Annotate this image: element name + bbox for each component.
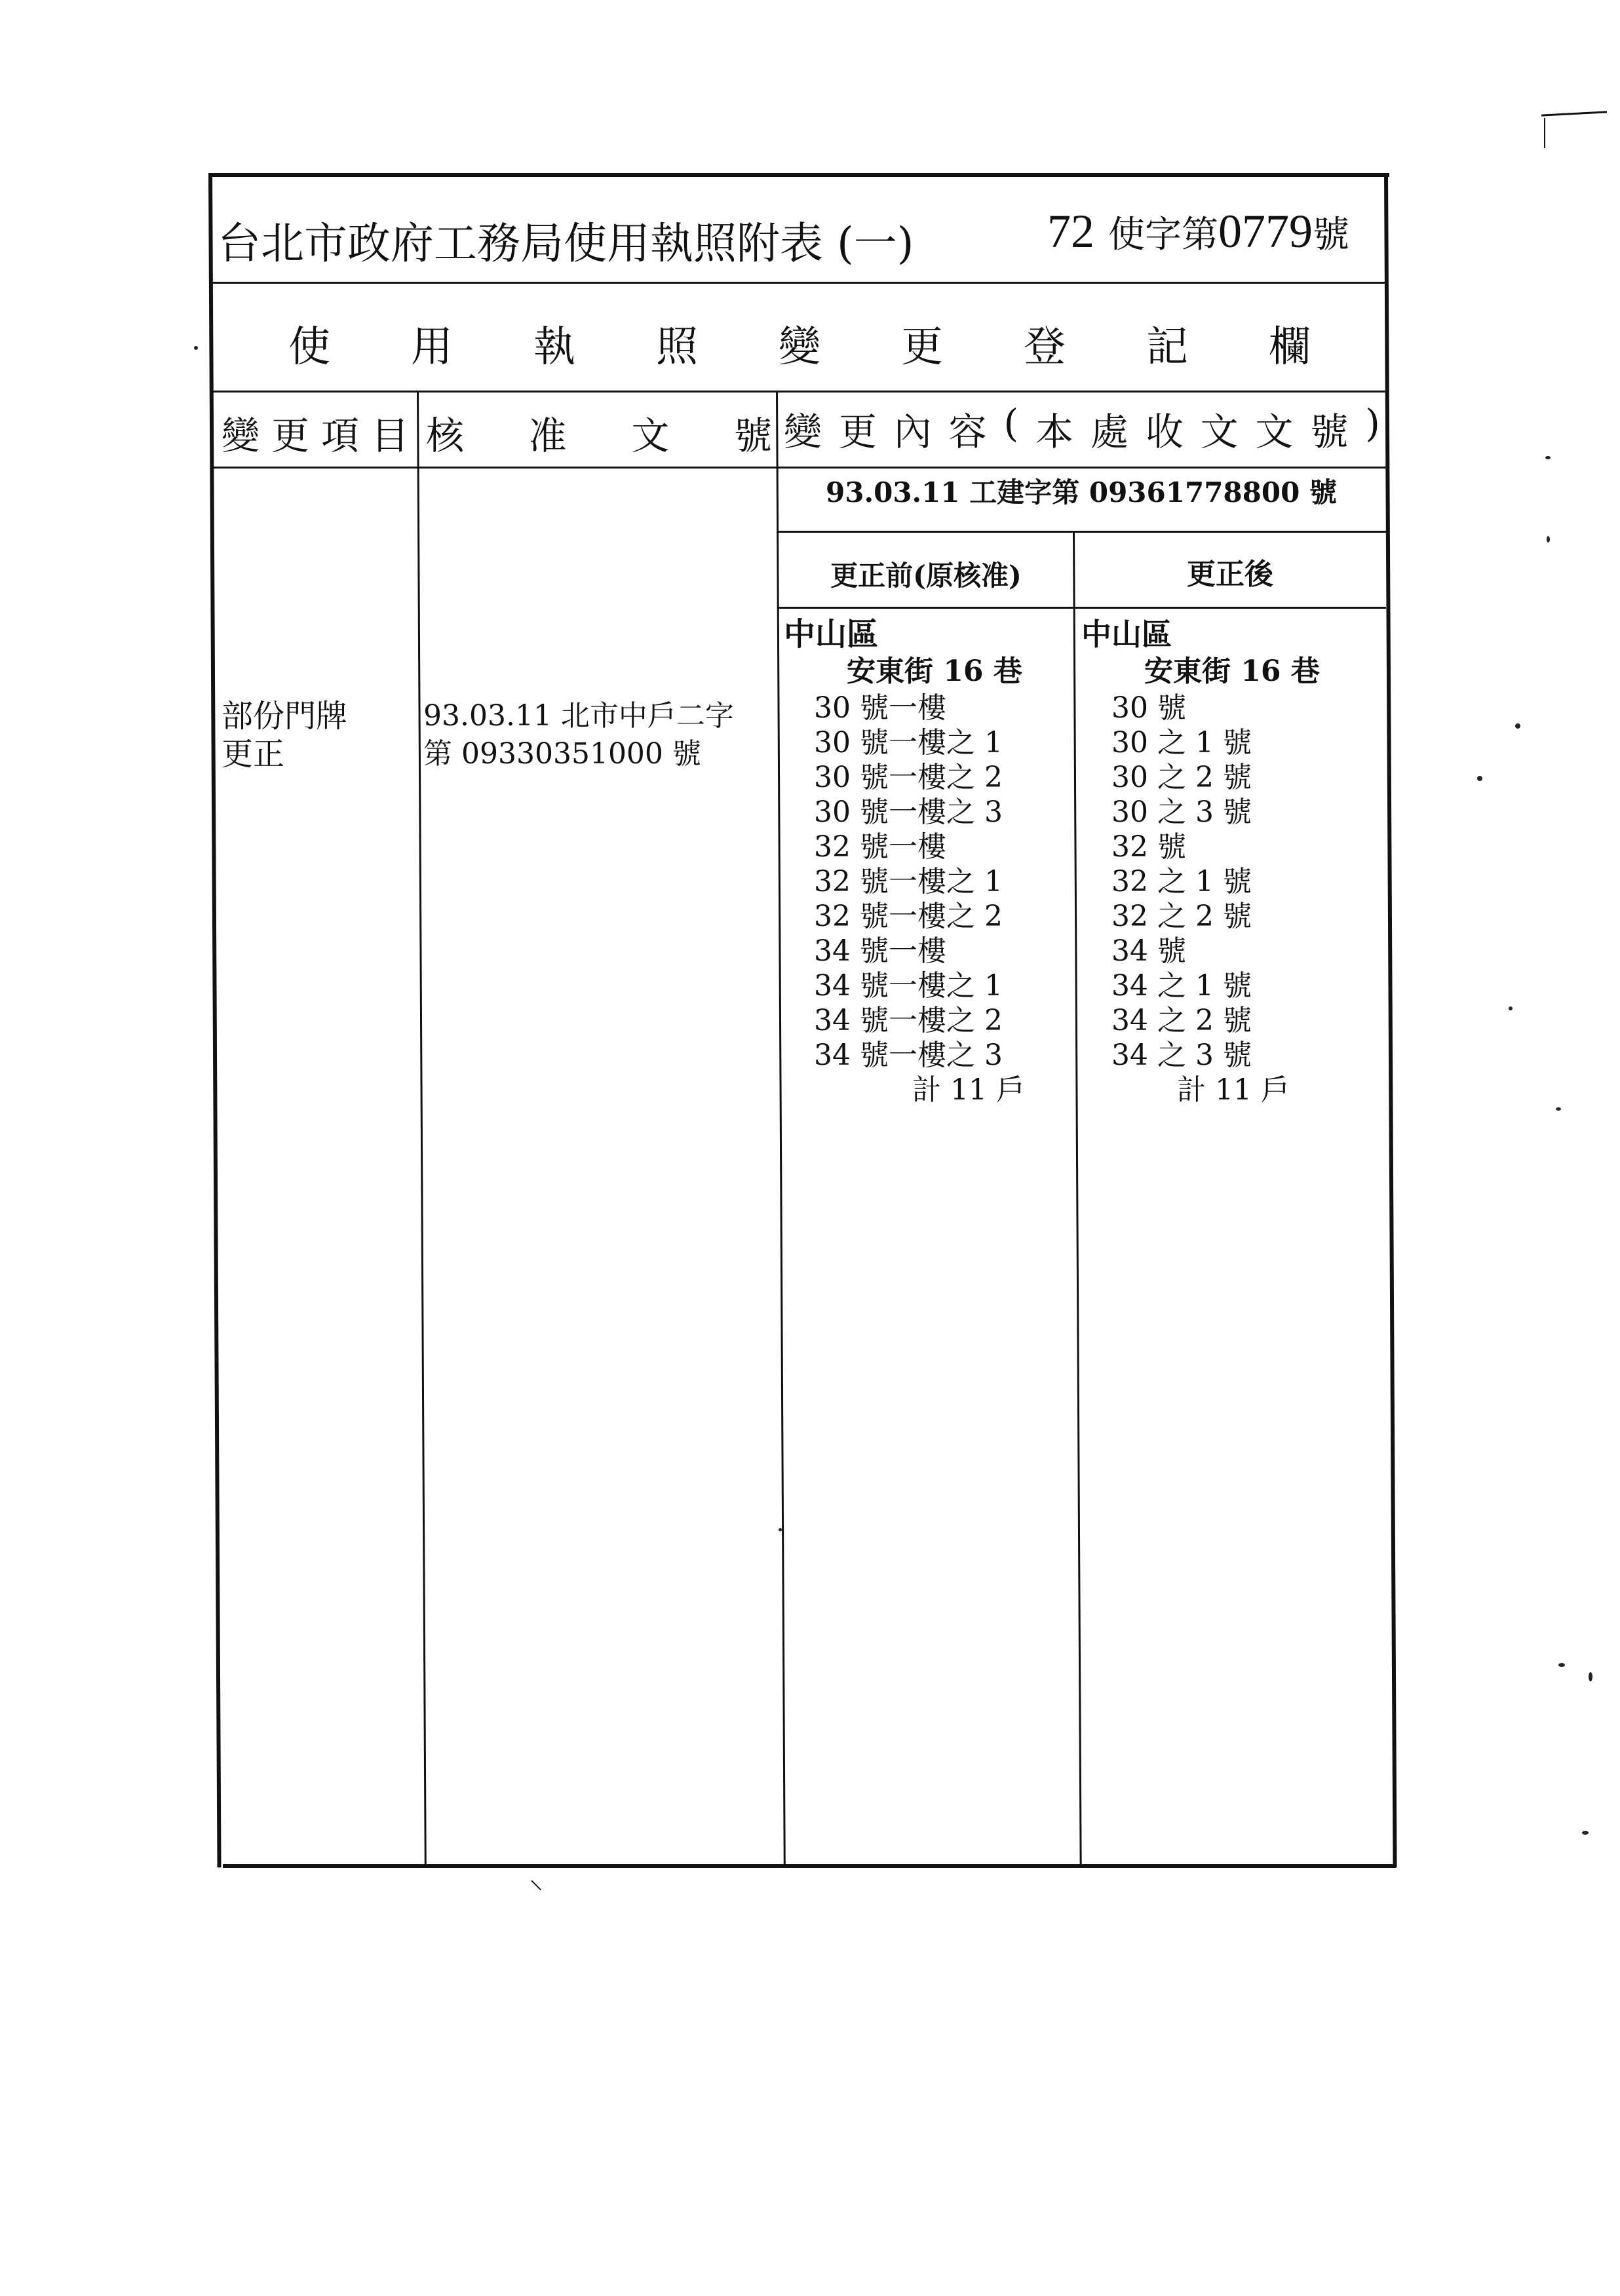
before-unit-list <box>784 691 1072 1107</box>
before-lane: 安東街 16 巷 <box>847 655 1022 688</box>
scan-speck <box>1547 536 1550 543</box>
divider-before-after <box>1073 532 1082 1866</box>
permit-suffix: 號 <box>1312 214 1349 256</box>
rule-under-registry <box>211 391 1385 392</box>
header-char: 目 <box>370 413 409 458</box>
list-item: 32 號一樓之 1 <box>814 865 1003 898</box>
scan-speck <box>194 346 198 350</box>
header-char: 內 <box>893 410 932 454</box>
permit-number <box>1047 204 1349 259</box>
list-item: 34 號一樓之 1 <box>814 969 1003 1003</box>
after-header <box>1076 550 1384 592</box>
list-item: 30 之 3 號 <box>1111 795 1252 829</box>
permit-no: 0779 <box>1218 205 1313 258</box>
list-item: 32 之 1 號 <box>1111 865 1252 898</box>
before-column <box>784 616 1072 1107</box>
scan-edge-mark <box>531 1880 541 1890</box>
registry-char: 更 <box>901 323 943 372</box>
list-item: 34 之 2 號 <box>1111 1004 1252 1037</box>
list-item: 32 號一樓之 2 <box>814 900 1003 933</box>
permit-mid: 使字第 <box>1108 214 1218 256</box>
before-total: 計 11 戶 <box>912 1073 1025 1107</box>
header-char: 本 <box>1035 410 1074 454</box>
registry-char: 記 <box>1146 323 1188 372</box>
list-item: 34 之 1 號 <box>1111 969 1252 1003</box>
approval-no-cell <box>423 697 734 773</box>
registry-char: 使 <box>288 323 330 372</box>
rule-under-subheaders <box>778 607 1386 609</box>
header-char: 文 <box>1255 410 1294 454</box>
before-district: 中山區 <box>784 616 879 653</box>
list-item: 32 之 2 號 <box>1111 900 1252 933</box>
registry-heading <box>288 313 1311 373</box>
rule-under-docno <box>777 531 1386 533</box>
scan-speck <box>1582 1831 1589 1835</box>
rule-under-headers <box>212 467 1387 469</box>
list-item: 30 號一樓之 2 <box>814 761 1003 794</box>
header-char: 文 <box>631 413 670 458</box>
list-item: 34 號一樓之 3 <box>814 1039 1003 1072</box>
after-header-text: 更正後 <box>1187 558 1273 591</box>
approval-line: 93.03.11 北市中戶二字 <box>423 699 734 733</box>
header-char: 文 <box>1200 410 1239 454</box>
registry-char: 用 <box>411 323 453 372</box>
registry-char: 登 <box>1024 323 1066 372</box>
document-title <box>218 208 914 271</box>
header-char: 號 <box>1310 410 1349 454</box>
change-item-line: 部份門牌 <box>222 698 348 735</box>
list-item: 30 之 1 號 <box>1111 726 1252 759</box>
header-char: 變 <box>784 410 822 454</box>
before-header <box>780 554 1072 594</box>
after-column <box>1081 616 1376 1107</box>
after-district: 中山區 <box>1081 617 1172 652</box>
scan-speck <box>1556 1107 1561 1111</box>
border-top <box>208 173 1389 177</box>
approval-line: 第 09330351000 號 <box>423 737 701 771</box>
content-doc-number <box>780 473 1383 512</box>
list-item: 34 號 <box>1111 934 1186 968</box>
after-lane: 安東街 16 巷 <box>1144 655 1320 688</box>
header-char: 項 <box>320 413 359 458</box>
list-item: 30 號一樓 <box>814 691 946 725</box>
border-left <box>208 173 222 1867</box>
list-item: 30 號一樓之 1 <box>814 726 1003 759</box>
header-char: 更 <box>271 413 309 458</box>
header-char: 准 <box>528 413 567 458</box>
scan-speck <box>1509 1006 1513 1010</box>
permit-prefix: 72 <box>1047 205 1094 258</box>
list-item: 30 號 <box>1111 691 1186 725</box>
scan-edge-mark <box>1541 111 1607 116</box>
after-unit-list <box>1081 691 1376 1107</box>
scan-speck <box>1477 776 1482 781</box>
divider-approval-content <box>776 392 786 1866</box>
border-right <box>1384 173 1397 1867</box>
header-change-item <box>222 405 409 460</box>
header-char: 收 <box>1145 410 1184 454</box>
registry-char: 欄 <box>1269 323 1311 372</box>
header-change-content <box>784 401 1380 456</box>
list-item: 34 之 3 號 <box>1111 1039 1252 1072</box>
after-total: 計 11 戶 <box>1177 1073 1290 1107</box>
header-char: 變 <box>222 413 260 458</box>
header-approval-no <box>426 405 772 460</box>
rule-under-title <box>211 282 1385 284</box>
scan-speck <box>1589 1672 1592 1681</box>
scan-edge-mark <box>1544 118 1545 148</box>
header-char: 更 <box>838 410 877 454</box>
change-item-cell <box>222 697 347 773</box>
border-bottom <box>223 1864 1396 1868</box>
divider-item-approval <box>417 392 427 1866</box>
list-item: 32 號 <box>1111 830 1186 864</box>
content-doc-number-text: 93.03.11 工建字第 09361778800 號 <box>826 476 1337 508</box>
list-item: 34 號一樓之 2 <box>814 1004 1003 1037</box>
scan-speck <box>1545 456 1551 459</box>
header-char: 處 <box>1090 410 1128 454</box>
header-char: ( <box>1003 401 1019 446</box>
header-char: 容 <box>948 410 987 454</box>
scan-speck <box>779 1528 782 1531</box>
header-char: 核 <box>426 413 465 458</box>
scan-speck <box>1558 1663 1565 1667</box>
registry-char: 照 <box>656 323 698 372</box>
scan-speck <box>1515 723 1520 729</box>
registry-char: 執 <box>533 323 575 372</box>
list-item: 34 號一樓 <box>814 934 946 968</box>
list-item: 30 號一樓之 3 <box>814 795 1003 829</box>
header-char: 號 <box>733 413 772 458</box>
before-header-text: 更正前(原核准) <box>830 560 1022 592</box>
list-item: 32 號一樓 <box>814 830 946 864</box>
title-text: 台北市政府工務局使用執照附表 (一) <box>218 218 914 269</box>
list-item: 30 之 2 號 <box>1111 761 1252 794</box>
header-char: ) <box>1365 401 1380 446</box>
change-item-line: 更正 <box>222 736 285 773</box>
registry-char: 變 <box>779 323 820 372</box>
